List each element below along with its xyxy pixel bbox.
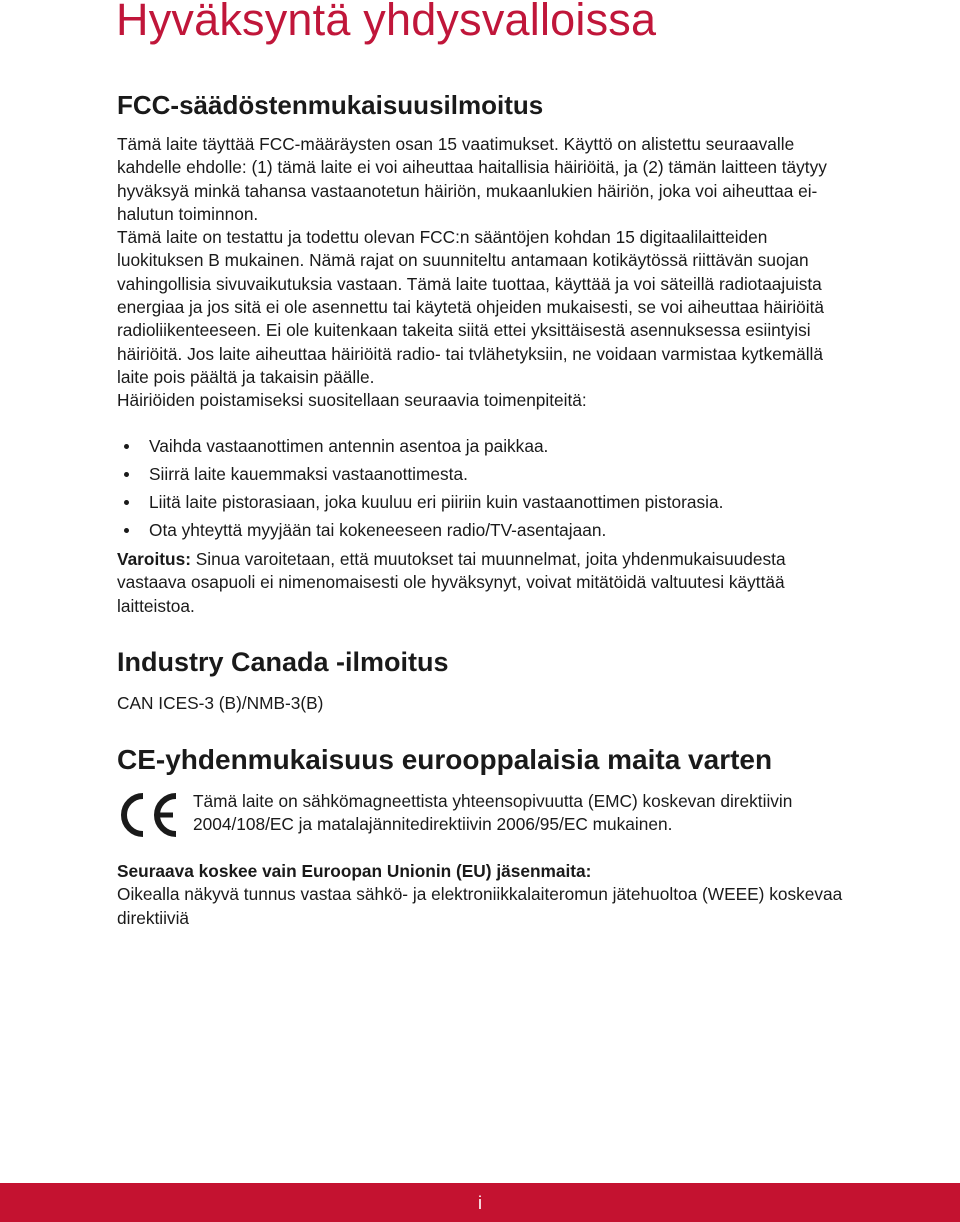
ce-statement	[117, 790, 877, 850]
eu-heading: Seuraava koskee vain Euroopan Unionin (EU) jäsenmaita:	[117, 861, 592, 881]
list-item	[117, 519, 857, 547]
industry-canada-heading: Industry Canada -ilmoitus	[117, 647, 449, 677]
fcc-paragraph: Tämä laite on testattu ja todettu olevan FCC:n sääntöjen kohdan 15 digitaalilaitteiden luokituksen B mukainen. Nämä rajat on suunniteltu antamaan kotikäytössä riittävän suojan vahingollisia sivuvaikutuksia vastaan. Tämä laite tuottaa, käyttää ja voi säteillä radiotaajuista energiaa ja jos sitä ei ole asennettu tai käytetä ohjeiden mukaisesti, se voi aiheuttaa häiriöitä radioliikenteeseen. Ei ole kuitenkaan takeita siitä ettei yksittäisestä asennuksessa esiintyisi häiriöitä. Jos laite aiheuttaa häiriöitä radio- tai tvlähetyksiin, ne voidaan varmistaa kytkemällä laite pois päältä ja takaisin päälle.	[117, 227, 825, 387]
ce-text: Tämä laite on sähkömagneettista yhteensopivuutta (EMC) koskevan direktiivin 2004/108/EC ja matalajännitedirektiivin 2006/95/EC mukainen.	[193, 791, 793, 835]
list-item-text: Vaihda vastaanottimen antennin asentoa ja paikkaa.	[149, 436, 549, 456]
warning-text: Sinua varoitetaan, että muutokset tai muunnelmat, joita yhdenmukaisuudesta vastaava osapuoli ei nimenomaisesti ole hyväksynyt, voivat mitätöidä valtuutesi käyttää laitteistoa.	[117, 549, 786, 616]
page-number: i	[478, 1193, 482, 1213]
eu-text: Oikealla näkyvä tunnus vastaa sähkö- ja elektroniikkalaiteromun jätehuoltoa (WEEE) koskevaa direktiiviä	[117, 884, 843, 928]
industry-canada-text: CAN ICES-3 (B)/NMB-3(B)	[117, 693, 324, 713]
list-item-text: Siirrä laite kauemmaksi vastaanottimesta.	[149, 464, 468, 485]
list-item	[117, 435, 857, 463]
interference-measures-list	[117, 435, 857, 547]
bullet-icon	[124, 500, 129, 505]
bullet-icon	[124, 444, 129, 449]
list-item-text: Ota yhteyttä myyjään tai kokeneeseen radio/TV-asentajaan.	[149, 520, 607, 541]
fcc-paragraph: Häiriöiden poistamiseksi suositellaan seuraavia toimenpiteitä:	[117, 390, 587, 411]
list-item-text: Liitä laite pistorasiaan, joka kuuluu eri piiriin kuin vastaanottimen pistorasia.	[149, 492, 724, 513]
footer-bar	[0, 1183, 960, 1222]
list-item	[117, 463, 857, 491]
fcc-heading: FCC-säädöstenmukaisuusilmoitus	[117, 90, 544, 120]
warning-label: Varoitus:	[117, 549, 191, 569]
fcc-paragraph: Tämä laite täyttää FCC-määräysten osan 15 vaatimukset. Käyttö on alistettu seuraavalle kahdelle ehdolle: (1) tämä laite ei voi aiheuttaa haitallisia häiriöitä, ja (2) tämän laitteen täytyy hyväksyä minkä tahansa vastaanotetun häiriön, mukaanlukien häiriön, joka voi aiheuttaa ei-halutun toiminnon.	[117, 134, 827, 224]
list-item	[117, 491, 857, 519]
ce-heading: CE-yhdenmukaisuus eurooppalaisia maita varten	[117, 744, 773, 775]
warning-paragraph	[117, 548, 857, 618]
bullet-icon	[124, 472, 129, 477]
bullet-icon	[124, 528, 129, 533]
fcc-body	[117, 133, 857, 413]
page-title: Hyväksyntä yhdysvalloissa	[116, 0, 657, 45]
eu-notice	[117, 860, 857, 930]
ce-mark-icon	[117, 790, 181, 840]
